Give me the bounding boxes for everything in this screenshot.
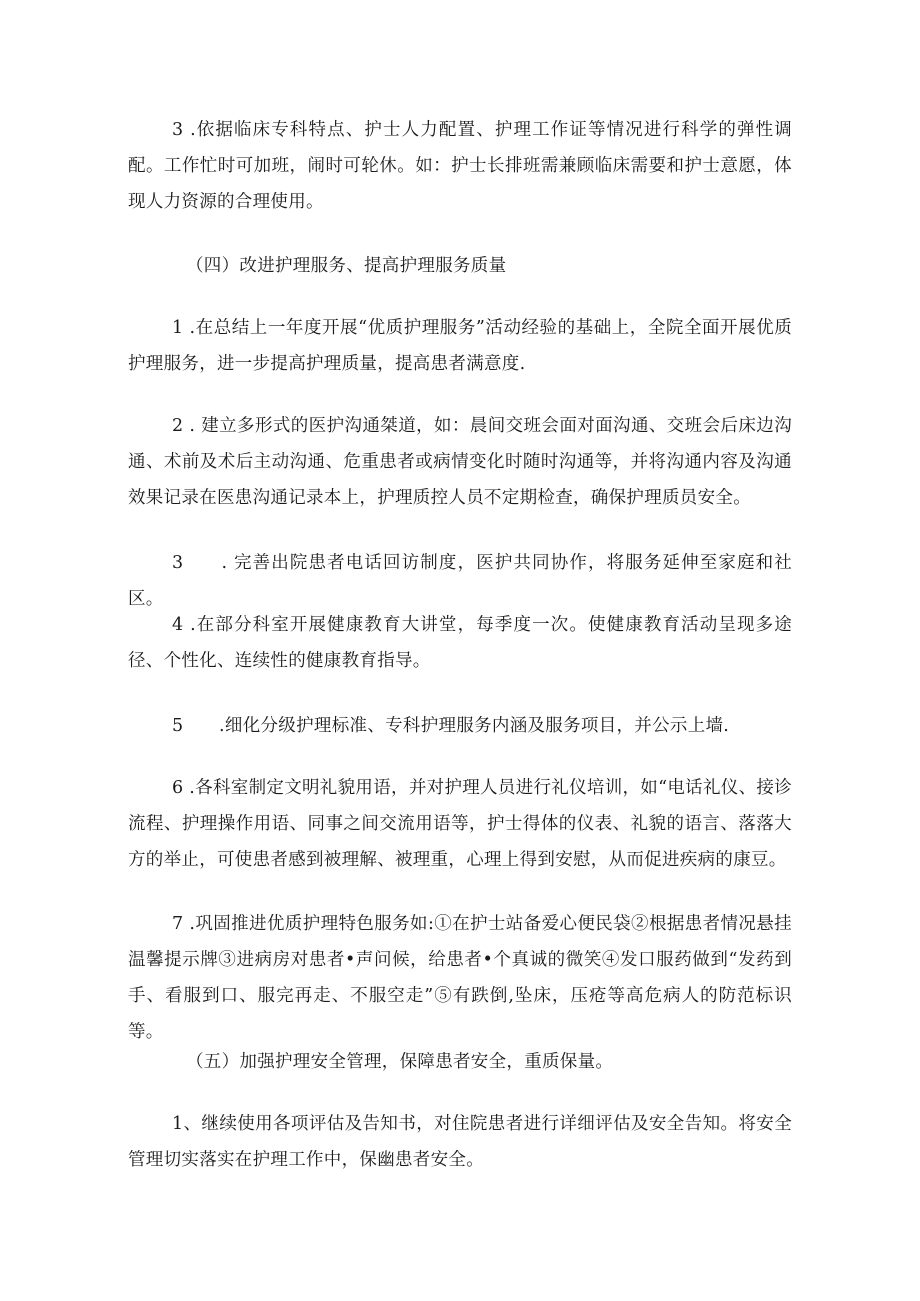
section-heading-4: （四）改进护理服务、提高护理服务质量	[186, 256, 507, 276]
paragraph-item-4-4: 4 .在部分科室开展健康教育大讲堂，每季度一次。使健康教育活动呈现多途径、个性化、连续性的健康教育指导。	[128, 615, 792, 671]
paragraph-item-4-6: 6 .各科室制定文明礼貌用语，并对护理人员进行礼仪培训，如“电话礼仪、接诊流程、护理操作用语、同事之间交流用语等，护士得体的仪表、礼貌的语言、落落大方的举止，可使患者感到被理解、被理重，心理上得到安慰，从而促进疾病的康豆。	[128, 778, 792, 870]
paragraph-item-4-7: 7 .巩固推进优质护理特色服务如:①在护士站备爱心便民袋②根据患者情况悬挂温馨提示牌③进病房对患者•声问候，给患者•个真诚的微笑④发口服药做到“发药到手、看服到口、服完再走、不服空走”⑤有跌倒,坠床，压疮等高危病人的防范标识等。	[128, 914, 792, 1042]
paragraph-item-4-3: 3 . 完善出院患者电话回访制度，医护共同协作，将服务延伸至家庭和社区。	[128, 553, 792, 609]
section-heading-5: （五）加强护理安全管理，保障患者安全，重质保量。	[186, 1052, 614, 1072]
paragraph-item-4-1: 1 .在总结上一年度开展“优质护理服务”活动经验的基础上，全院全面开展优质护理服务，进一步提高护理质量，提高患者满意度.	[128, 318, 792, 374]
paragraph-item-3: 3 .依据临床专科特点、护士人力配置、护理工作证等情况进行科学的弹性调配。工作忙时可加班，闹时可轮休。如：护士长排班需兼顾临床需要和护士意愿，体现人力资源的合理使用。	[128, 120, 792, 212]
paragraph-item-4-2: 2 . 建立多形式的医护沟通桀道，如：晨间交班会面对面沟通、交班会后床边沟通、术前及术后主动沟通、危重患者或病情变化时随时沟通等，并将沟通内容及沟通效果记录在医患沟通记录本上，护理质控人员不定期检查，确保护理质员安全。	[128, 416, 792, 508]
paragraph-item-4-5: 5 .细化分级护理标准、专科护理服务内涵及服务项目，并公示上墙.	[172, 716, 730, 736]
paragraph-item-5-1: 1、继续使用各项评估及告知书，对住院患者进行详细评估及安全告知。将安全管理切实落实在护理工作中，保幽患者安全。	[128, 1114, 792, 1170]
